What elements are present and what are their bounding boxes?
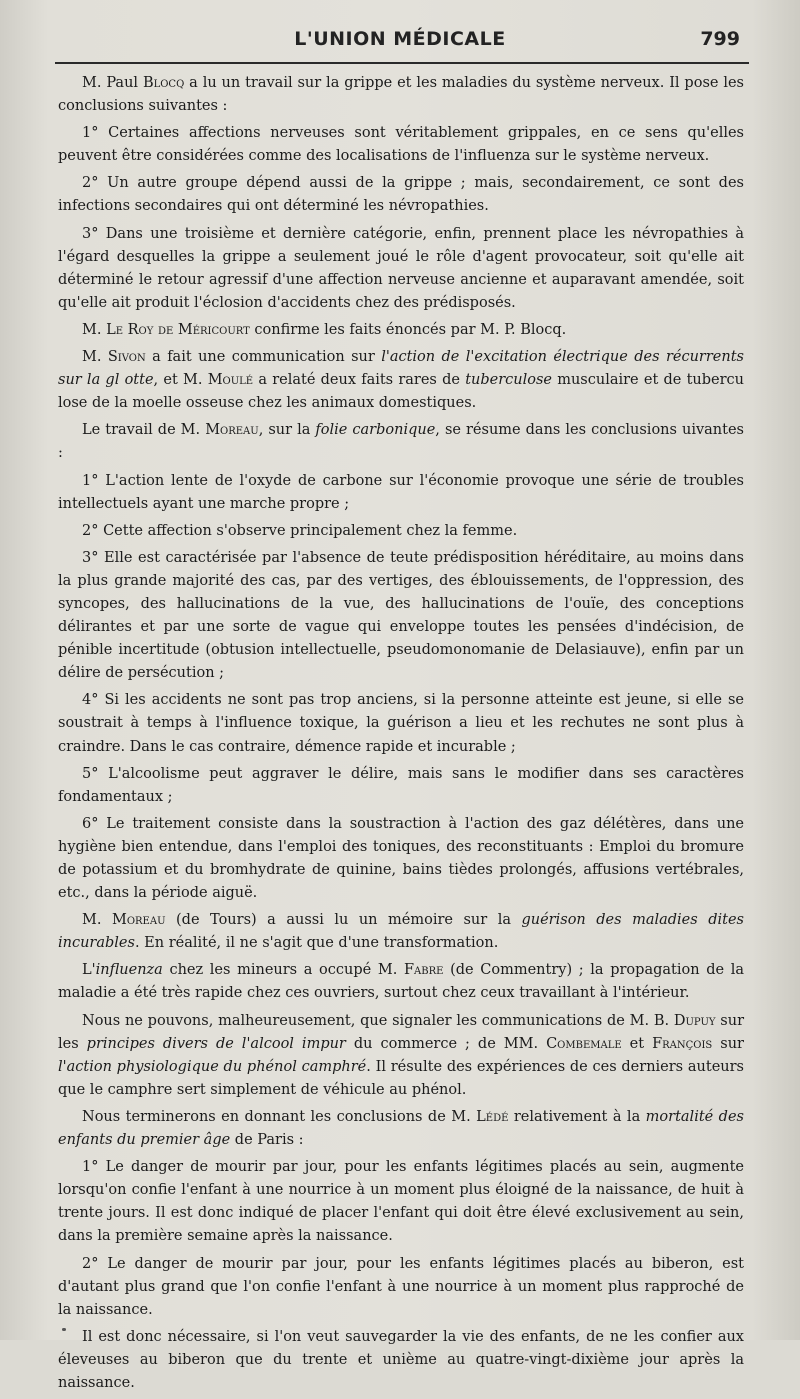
italic-term: l'action physiologique du phénol camphré — [58, 1058, 367, 1075]
text-run: 2° Cette affection s'observe principalement chez la femme. — [82, 522, 518, 539]
text-run: Nous terminerons en donnant les conclusions de M. — [82, 1108, 477, 1125]
paragraph — [58, 319, 744, 342]
text-run: Nous ne pouvons, malheureusement, que signaler les communications de M. B. — [82, 1012, 674, 1029]
text-run: (de Commentry) ; la propagation de la maladie a été très rapide chez ces ouvriers, surtout chez ceux travaillant à l'intérieur. — [58, 962, 744, 1002]
author-name: Moreau — [205, 422, 259, 439]
paragraph — [58, 122, 744, 168]
paragraph — [58, 959, 744, 1005]
author-name: Le Roy de Méricourt — [106, 321, 250, 338]
paragraph — [58, 419, 744, 465]
paragraph — [58, 1326, 744, 1395]
text-run: sur — [712, 1035, 744, 1052]
paragraph — [58, 1010, 744, 1102]
text-run: M. — [82, 321, 107, 338]
text-run: 1° Le danger de mourir par jour, pour les enfants légitimes placés au sein, augmente lorsqu'on confie l'enfant à une nourrice à un moment plus éloigné de la naissance, de huit à trente jours. Il est donc indiqué de placer l'enfant qui doit être élevé exclusivement au sein, dans la première semaine après la naissance. — [58, 1159, 744, 1245]
text-run: de Paris : — [230, 1132, 304, 1149]
italic-term: l'action de l'excitation électrique des récurrents sur la gl otte — [58, 349, 744, 389]
page-number: 799 — [700, 28, 740, 50]
text-run: . Il résulte des expériences de ces derniers auteurs que le camphre sert simplement de véhicule au phénol. — [58, 1058, 744, 1098]
text-run: du commerce ; de MM. — [345, 1035, 547, 1052]
text-run: musculaire et de tubercu lose de la moelle osseuse chez les animaux domestiques. — [58, 372, 744, 412]
text-run: 2° Un autre groupe dépend aussi de la grippe ; mais, secondairement, ce sont des infections secondaires qui ont déterminé les névropathies. — [58, 175, 744, 215]
text-run: 3° Elle est caractérisée par l'absence de teute prédisposition héréditaire, au moins dans la plus grande majorité des cas, par des vertiges, des éblouissements, de l'oppression, des syncopes, des hallucinations de la vue, des hallucinations de l'ouïe, des conceptions délirantes et par une sorte de vague qui enveloppe toutes les pensées d'indécision, de pénible incertitude (obtusion intellectuelle, pseudomonomanie de Delasiauve), enfin par un délire de persécution ; — [58, 549, 744, 682]
author-name: Combemale — [546, 1035, 622, 1052]
author-name: Moreau — [111, 912, 166, 929]
paragraph — [58, 223, 744, 315]
text-run: 1° L'action lente de l'oxyde de carbone sur l'économie provoque une série de troubles intellectuels ayant une marche propre ; — [58, 472, 744, 512]
text-run: a relaté deux faits rares de — [253, 372, 466, 389]
text-run: 3° Dans une troisième et dernière catégorie, enfin, prennent place les névropathies à l'égard desquelles la grippe a seulement joué le rôle d'agent provocateur, soit qu'elle ait déterminé le retour agressif d'une affection nerveuse ancienne et auparavant amendée, soit qu'elle ait produit l'éclosion d'accidents chez des prédisposés. — [58, 225, 744, 311]
italic-term: influenza — [95, 962, 163, 979]
author-name: Blocq — [142, 75, 185, 91]
text-run: chez les mineurs a occupé M. — [162, 962, 404, 979]
text-run: et — [621, 1035, 653, 1052]
text-run: 4° Si les accidents ne sont pas trop anciens, si la personne atteinte est jeune, si elle se soustrait à temps à l'influence toxique, la guérison a lieu et les rechutes ne sont plus à craindre. Dans le cas contraire, démence rapide et incurable ; — [58, 692, 744, 755]
text-run: M. — [82, 349, 108, 366]
text-run: 2° Le danger de mourir par jour, pour les enfants légitimes placés au biberon, est d'autant plus grand que l'on confie l'enfant à une nourrice à un moment plus rapproché de la naissance. — [58, 1255, 744, 1318]
text-run: Le travail de M. — [82, 422, 206, 439]
italic-term: principes divers de l'alcool impur — [86, 1035, 346, 1052]
paragraph — [58, 813, 744, 905]
page-header — [60, 28, 740, 58]
author-name: Sivon — [107, 349, 146, 366]
ink-speck — [62, 1328, 66, 1331]
italic-term: tuberculose — [465, 372, 552, 389]
text-run: M. — [82, 912, 112, 929]
author-name: Fabre — [403, 962, 444, 979]
author-name: Lédé — [476, 1108, 509, 1125]
author-name: François — [652, 1035, 713, 1052]
author-name: Moulé — [207, 372, 254, 389]
paragraph — [58, 689, 744, 758]
text-run: . En réalité, il ne s'agit que d'une transformation. — [134, 935, 499, 952]
italic-term: folie carbonique — [315, 422, 436, 439]
paragraph — [58, 72, 744, 118]
paragraph — [58, 1156, 744, 1248]
text-run: a fait une communication sur — [145, 349, 382, 366]
article-body — [58, 72, 744, 1399]
header-rule — [55, 62, 749, 64]
text-run: , se résume dans les conclusions uivantes : — [58, 422, 744, 462]
text-run: sur les — [58, 1012, 744, 1052]
paragraph — [58, 346, 744, 415]
paragraph — [58, 172, 744, 218]
author-name: Dupuy — [673, 1012, 716, 1029]
paragraph — [58, 520, 744, 543]
italic-term: mortalité des enfants du premier âge — [58, 1108, 744, 1149]
paragraph — [58, 547, 744, 686]
paragraph — [58, 763, 744, 809]
text-run: (de Tours) a aussi lu un mémoire sur la — [165, 912, 522, 929]
running-title: L'UNION MÉDICALE — [294, 28, 506, 50]
text-run: M. Paul — [82, 75, 143, 91]
text-run: a lu un travail sur la grippe et les maladies du système nerveux. Il pose les conclusions suivantes : — [58, 75, 744, 115]
text-run: Il est donc nécessaire, si l'on veut sauvegarder la vie des enfants, de ne les confier aux éleveuses au biberon que du trente et unième au quatre-vingt-dixième jour après la naissance. — [58, 1328, 744, 1391]
text-run: 5° L'alcoolisme peut aggraver le délire, mais sans le modifier dans ses caractères fondamentaux ; — [58, 765, 744, 805]
text-run: confirme les faits énoncés par M. P. Blocq. — [249, 321, 567, 338]
text-run: , et M. — [153, 372, 208, 389]
text-run: 6° Le traitement consiste dans la soustraction à l'action des gaz délétères, dans une hygiène bien entendue, dans l'emploi des toniques, des reconstituants : Emploi du bromure de potassium et du bromhydrate de quinine, bains tièdes prolongés, affusions vertébrales, etc., dans la période aiguë. — [58, 815, 744, 902]
paragraph — [58, 470, 744, 516]
text-run: 1° Certaines affections nerveuses sont véritablement grippales, en ce sens qu'elles peuvent être considérées comme des localisations de l'influenza sur le système nerveux. — [58, 125, 744, 165]
paragraph — [58, 1106, 744, 1152]
paragraph — [58, 909, 744, 955]
text-run: L' — [82, 962, 96, 979]
italic-term: guérison des maladies dites incurables — [58, 912, 744, 952]
text-run: , sur la — [258, 422, 316, 439]
paragraph — [58, 1253, 744, 1322]
text-run: relativement à la — [508, 1108, 646, 1125]
